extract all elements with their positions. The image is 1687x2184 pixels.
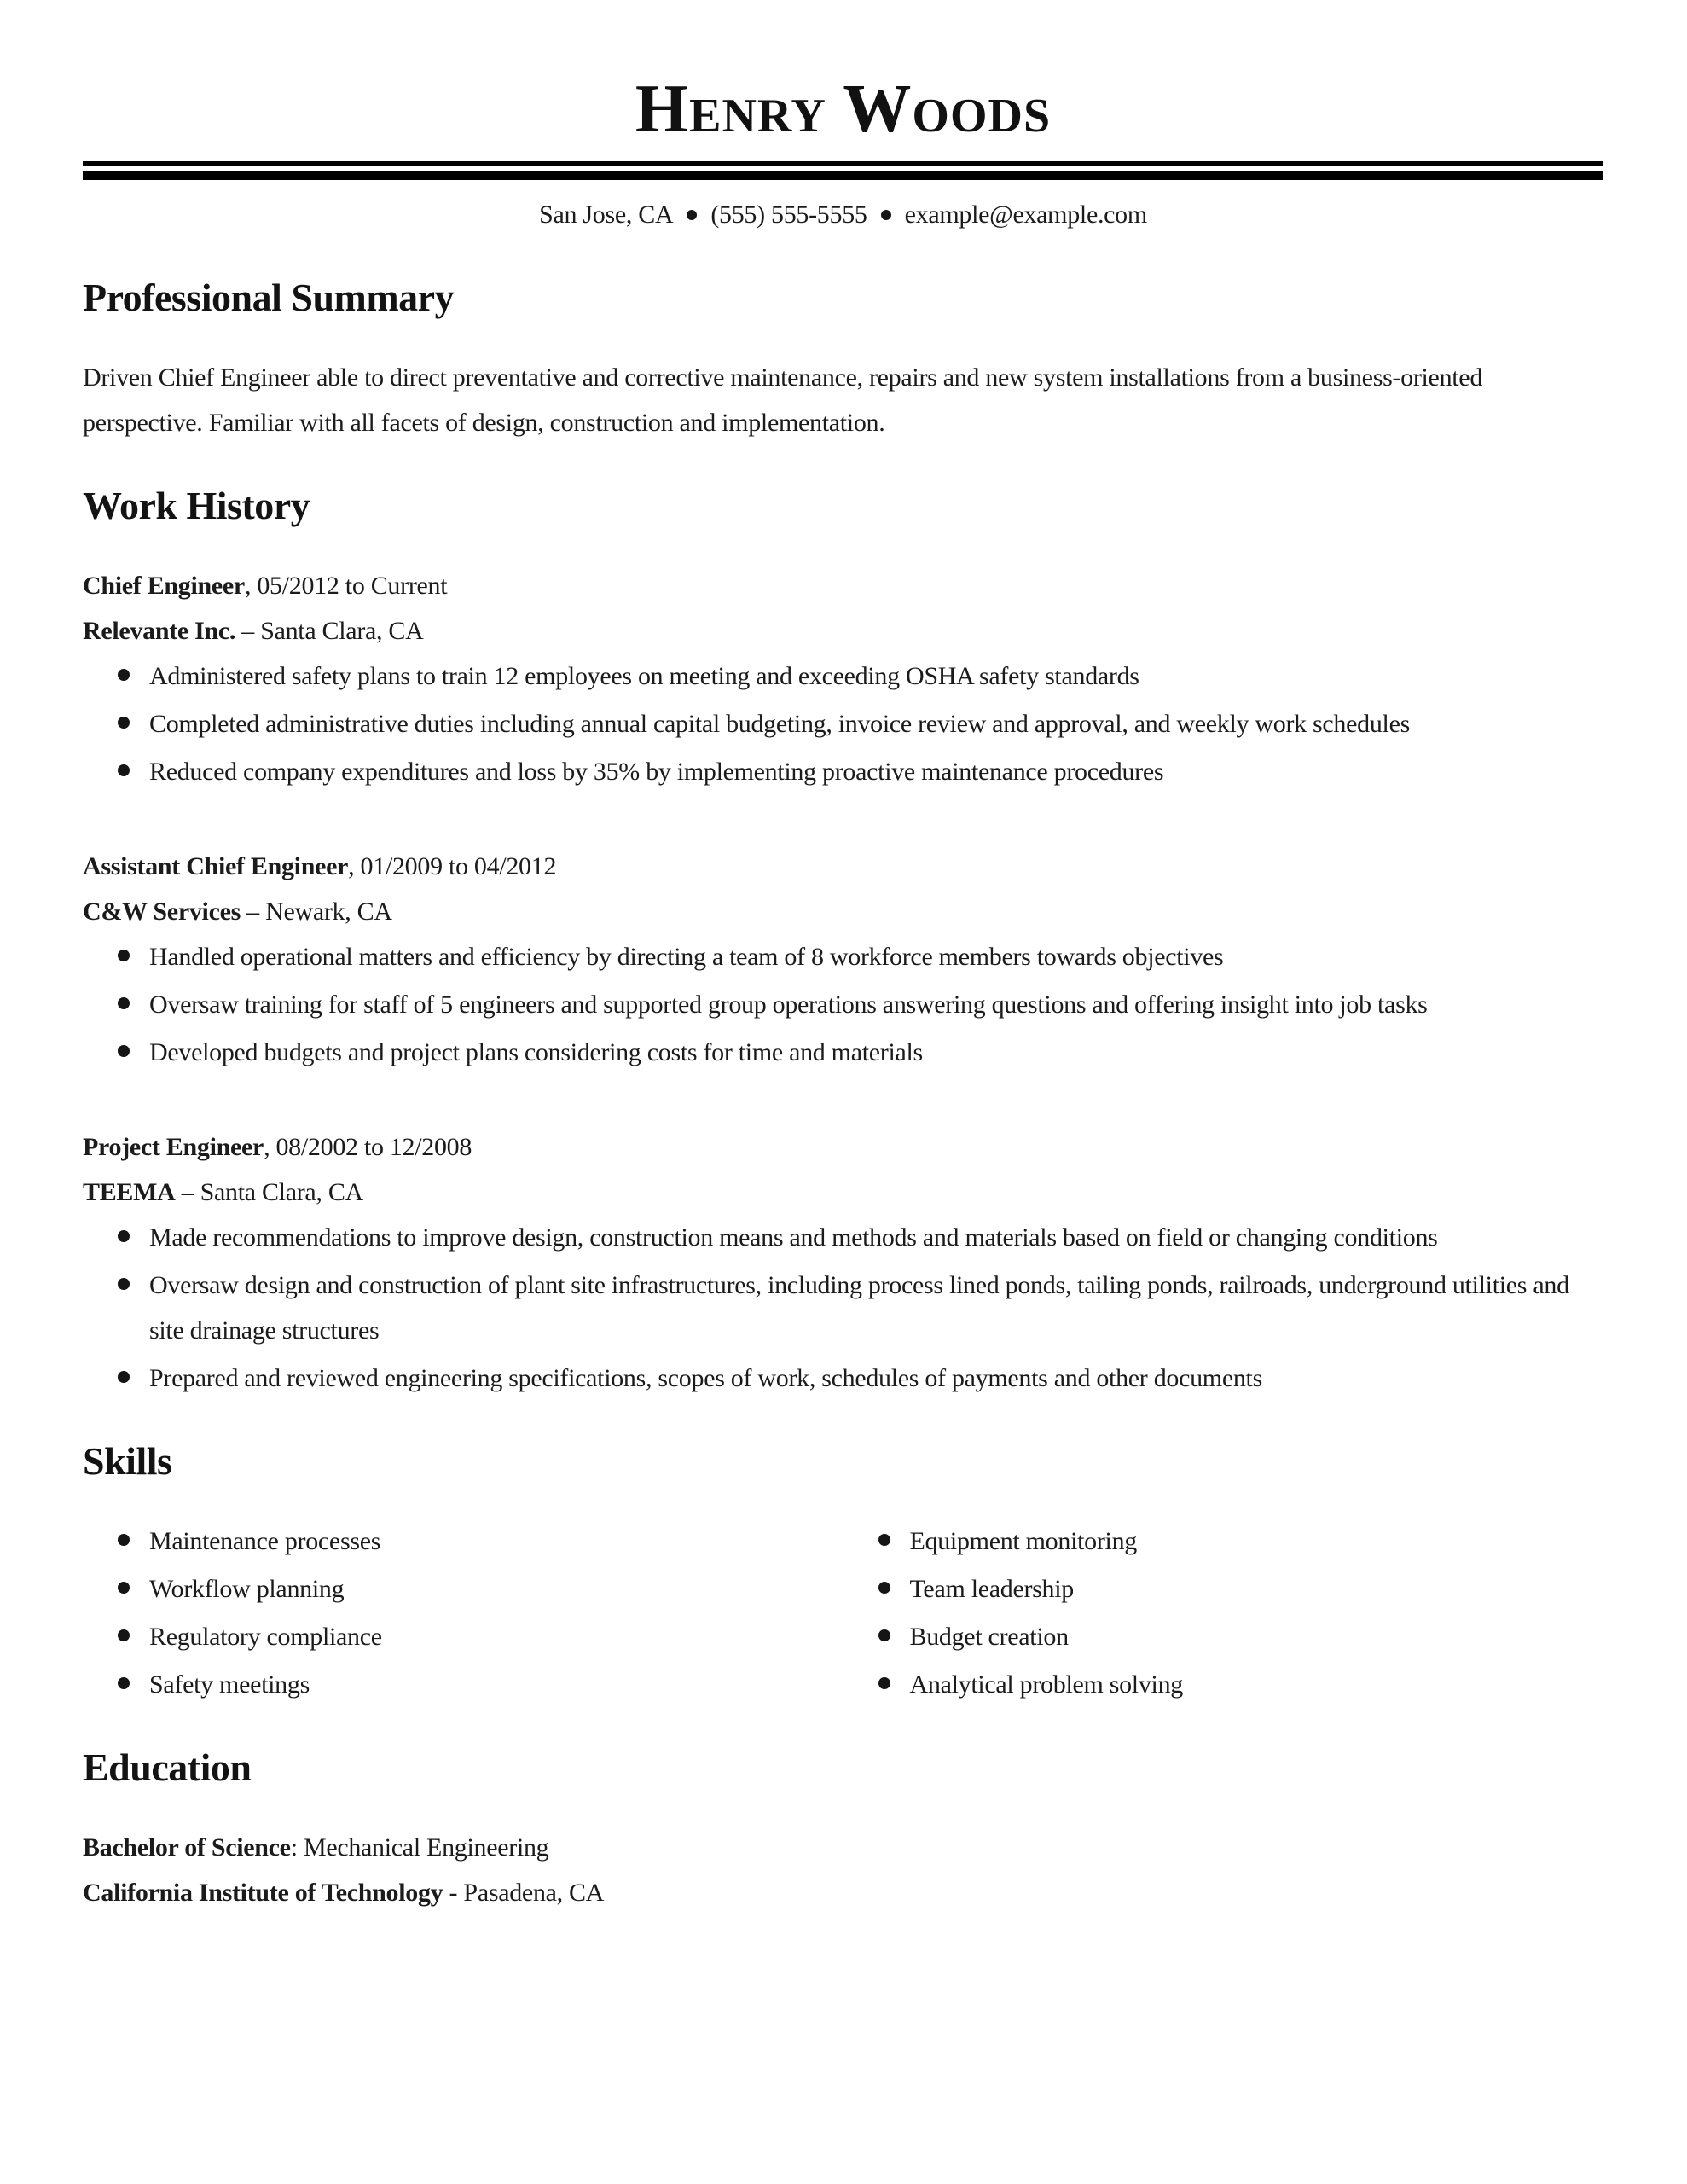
job-title-line <box>83 844 1603 889</box>
list-item <box>83 701 1603 746</box>
list-item <box>83 1662 844 1707</box>
separator-dot-icon <box>687 210 697 220</box>
header-divider <box>83 161 1603 180</box>
bullet-icon <box>878 1677 890 1689</box>
section-professional-summary <box>83 275 1603 445</box>
list-item <box>83 1030 1603 1075</box>
job-location: – Newark, CA <box>240 897 392 926</box>
divider-thin-line <box>83 161 1603 166</box>
job-entry <box>83 563 1603 794</box>
skill-text: Equipment monitoring <box>909 1527 1137 1555</box>
skill-text: Regulatory compliance <box>149 1623 382 1651</box>
summary-text: Driven Chief Engineer able to direct preventative and corrective maintenance, repairs and new system installations from a business-oriented perspective. Familiar with all facets of design, construction and implementation. <box>83 363 1483 437</box>
bullet-icon <box>118 1582 130 1594</box>
job-company: C&W Services <box>83 897 241 926</box>
job-entry <box>83 1124 1603 1401</box>
bullet-icon <box>118 1629 130 1641</box>
job-dates: , 08/2002 to 12/2008 <box>264 1133 472 1161</box>
bullet-icon <box>118 1278 130 1290</box>
contact-email: example@example.com <box>904 200 1147 229</box>
job-company-line <box>83 1170 1603 1215</box>
list-item <box>844 1662 1604 1707</box>
job-bullet-list <box>83 1215 1603 1401</box>
page-title: Henry Woods <box>635 72 1052 147</box>
list-item <box>844 1566 1604 1612</box>
skill-text: Safety meetings <box>149 1670 310 1699</box>
bullet-icon <box>118 764 130 776</box>
bullet-icon <box>118 717 130 729</box>
bullet-icon <box>118 1371 130 1383</box>
bullet-icon <box>118 1230 130 1242</box>
education-school-detail: - Pasadena, CA <box>443 1879 605 1907</box>
bullet-text: Developed budgets and project plans considering costs for time and materials <box>149 1038 923 1066</box>
list-item <box>83 749 1603 794</box>
job-company: Relevante Inc. <box>83 617 236 645</box>
bullet-icon <box>118 1677 130 1689</box>
bullet-icon <box>878 1582 890 1594</box>
bullet-icon <box>118 950 130 961</box>
job-dates: , 05/2012 to Current <box>244 572 448 600</box>
job-title: Chief Engineer <box>83 572 245 600</box>
job-company: TEEMA <box>83 1178 176 1206</box>
list-item <box>83 653 1603 699</box>
work-history-heading: Work History <box>83 484 310 527</box>
bullet-icon <box>118 669 130 681</box>
list-item <box>844 1519 1604 1564</box>
skill-text: Workflow planning <box>149 1575 345 1603</box>
bullet-text: Completed administrative duties including annual capital budgeting, invoice review and approval, and weekly work schedules <box>149 710 1410 738</box>
list-item <box>83 1263 1603 1353</box>
bullet-icon <box>118 997 130 1009</box>
bullet-icon <box>118 1534 130 1546</box>
divider-thick-line <box>83 171 1603 180</box>
bullet-text: Prepared and reviewed engineering specifications, scopes of work, schedules of payments and other documents <box>149 1364 1262 1392</box>
education-school: California Institute of Technology <box>83 1879 443 1907</box>
education-heading: Education <box>83 1745 252 1789</box>
job-entry <box>83 844 1603 1075</box>
job-title-line <box>83 1124 1603 1170</box>
section-skills <box>83 1438 1603 1707</box>
education-degree: Bachelor of Science <box>83 1833 291 1862</box>
resume-header <box>83 0 1603 237</box>
bullet-text: Oversaw design and construction of plant site infrastructures, including process lined ponds, tailing ponds, railroads, underground utilities and site drainage structures <box>149 1271 1569 1345</box>
list-item <box>83 1566 844 1612</box>
skill-text: Analytical problem solving <box>909 1670 1183 1699</box>
list-item <box>844 1614 1604 1659</box>
contact-line <box>83 192 1603 237</box>
education-degree-detail: : Mechanical Engineering <box>290 1833 549 1862</box>
job-company-line <box>83 608 1603 653</box>
list-item <box>83 1519 844 1564</box>
job-location: – Santa Clara, CA <box>175 1178 363 1206</box>
list-item <box>83 1215 1603 1260</box>
skill-text: Budget creation <box>909 1623 1069 1651</box>
section-work-history <box>83 483 1603 1401</box>
list-item <box>83 1356 1603 1401</box>
skills-list-right <box>844 1519 1604 1707</box>
skill-text: Team leadership <box>909 1575 1074 1603</box>
list-item <box>83 982 1603 1027</box>
bullet-icon <box>118 1045 130 1057</box>
skill-text: Maintenance processes <box>149 1527 381 1555</box>
separator-dot-icon <box>881 210 891 220</box>
job-company-line <box>83 889 1603 934</box>
contact-phone: (555) 555-5555 <box>710 200 867 229</box>
bullet-text: Oversaw training for staff of 5 engineers and supported group operations answering questions and offering insight into job tasks <box>149 990 1428 1019</box>
education-degree-line <box>83 1825 1603 1870</box>
list-item <box>83 934 1603 979</box>
skills-heading: Skills <box>83 1439 172 1483</box>
bullet-icon <box>878 1629 890 1641</box>
skills-list-left <box>83 1519 844 1707</box>
bullet-text: Made recommendations to improve design, construction means and methods and materials based on field or changing conditions <box>149 1223 1438 1252</box>
summary-heading: Professional Summary <box>83 276 455 319</box>
skills-columns <box>83 1519 1603 1707</box>
job-bullet-list <box>83 934 1603 1075</box>
job-bullet-list <box>83 653 1603 794</box>
job-location: – Santa Clara, CA <box>235 617 424 645</box>
education-entry <box>83 1825 1603 1915</box>
job-title: Project Engineer <box>83 1133 264 1161</box>
contact-location: San Jose, CA <box>539 200 674 229</box>
job-title: Assistant Chief Engineer <box>83 852 349 880</box>
education-school-line <box>83 1870 1603 1915</box>
bullet-text: Administered safety plans to train 12 employees on meeting and exceeding OSHA safety standards <box>149 662 1139 690</box>
bullet-text: Reduced company expenditures and loss by 35% by implementing proactive maintenance procedures <box>149 758 1164 786</box>
bullet-icon <box>878 1534 890 1546</box>
job-dates: , 01/2009 to 04/2012 <box>348 852 557 880</box>
list-item <box>83 1614 844 1659</box>
job-title-line <box>83 563 1603 608</box>
bullet-text: Handled operational matters and efficiency by directing a team of 8 workforce members towards objectives <box>149 943 1224 971</box>
section-education <box>83 1745 1603 1915</box>
